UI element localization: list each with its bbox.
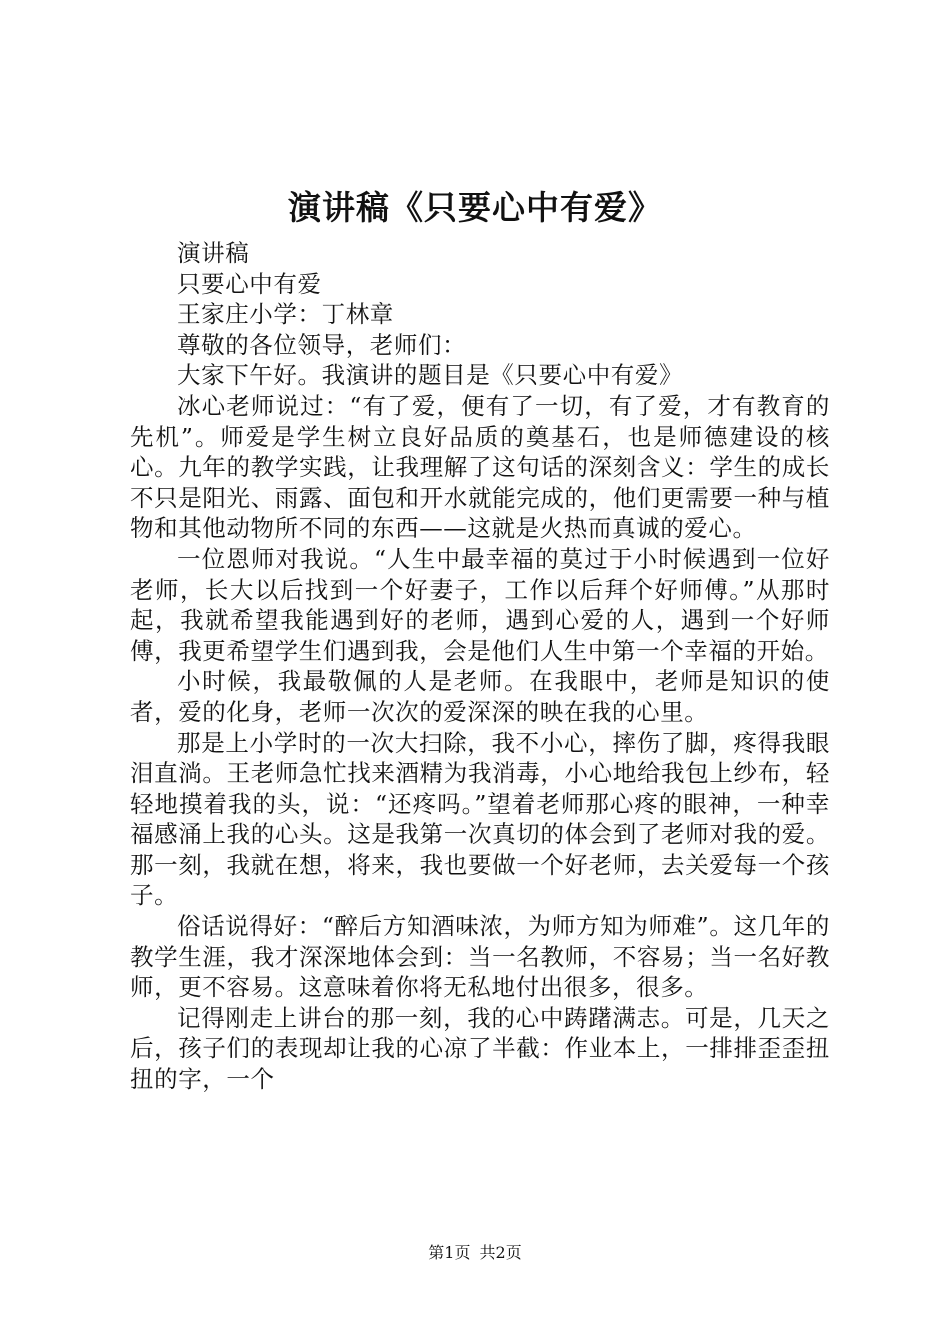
paragraph: 冰心老师说过：“有了爱，便有了一切，有了爱，才有教育的先机”。师爱是学生树立良好品质的奠基石，也是师德建设的核心。九年的教学实践，让我理解了这句话的深刻含义：学生的成长不只是阳光、雨露、面包和开水就能完成的，他们更需要一种与植物和其他动物所不同的东西——这就是火热而真诚的爱心。 (130, 391, 830, 543)
paragraph: 一位恩师对我说。“人生中最幸福的莫过于小时候遇到一位好老师，长大以后找到一个好妻子，工作以后拜个好师傅。”从那时起，我就希望我能遇到好的老师，遇到心爱的人，遇到一个好师傅，我更希望学生们遇到我，会是他们人生中第一个幸福的开始。 (130, 544, 830, 665)
paragraph: 小时候，我最敬佩的人是老师。在我眼中，老师是知识的使者，爱的化身，老师一次次的爱深深的映在我的心里。 (130, 667, 830, 726)
page-number: 第1页 (428, 1243, 471, 1262)
paragraph: 王家庄小学：丁林章 (177, 300, 394, 329)
page-footer (0, 1241, 950, 1265)
paragraph: 只要心中有爱 (177, 269, 322, 298)
document-body (130, 238, 830, 1095)
paragraph: 记得刚走上讲台的那一刻，我的心中踌躇满志。可是，几天之后，孩子们的表现却让我的心凉了半截：作业本上，一排排歪歪扭扭的字，一个 (130, 1003, 830, 1094)
paragraph: 演讲稿 (177, 239, 250, 267)
paragraph: 俗话说得好：“醉后方知酒味浓，为师方知为师难”。这几年的教学生涯，我才深深地体会到：当一名教师，不容易；当一名好教师，更不容易。这意味着你将无私地付出很多，很多。 (130, 912, 830, 1002)
paragraph: 尊敬的各位领导，老师们： (177, 330, 467, 359)
paragraph: 那是上小学时的一次大扫除，我不小心，摔伤了脚，疼得我眼泪直淌。王老师急忙找来酒精为我消毒，小心地给我包上纱布，轻轻地摸着我的头，说：“还疼吗。”望着老师那心疼的眼神，一种幸福感涌上我的心头。这是我第一次真切的体会到了老师对我的爱。那一刻，我就在想，将来，我也要做一个好老师，去关爱每一个孩子。 (130, 728, 830, 910)
page-total: 共2页 (479, 1243, 522, 1262)
paragraph: 大家下午好。我演讲的题目是《只要心中有爱》 (177, 361, 684, 390)
document-title: 演讲稿《只要心中有爱》 (288, 188, 662, 227)
